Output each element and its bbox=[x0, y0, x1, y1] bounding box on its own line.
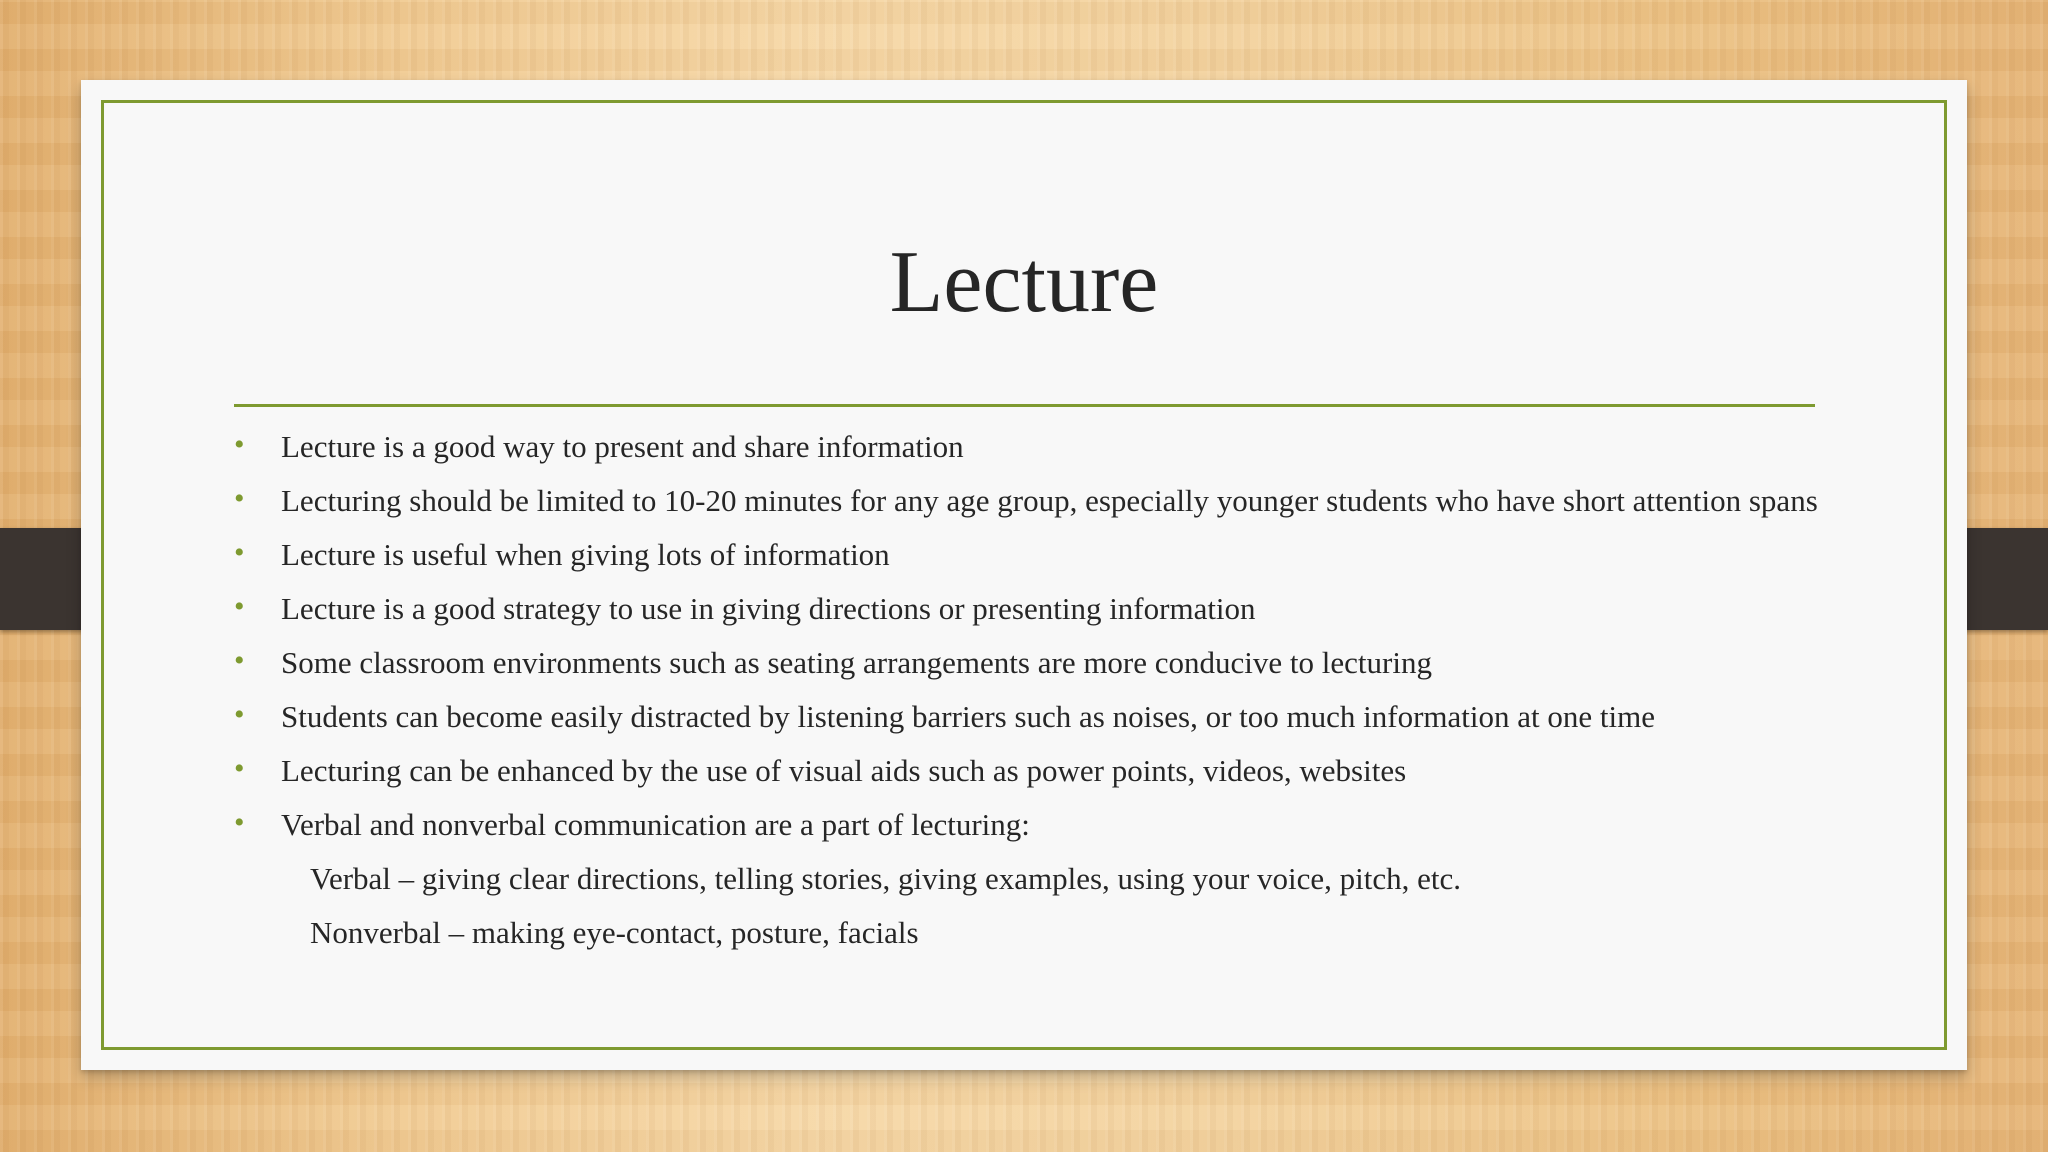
sub-item-nonverbal: Nonverbal – making eye-contact, posture, facials bbox=[310, 915, 919, 950]
bullet-text: Lecturing can be enhanced by the use of visual aids such as power points, videos, websites bbox=[281, 753, 1407, 788]
bullet-dot-icon: • bbox=[234, 752, 245, 785]
bullet-dot-icon: • bbox=[234, 482, 245, 515]
title-divider bbox=[234, 404, 1815, 407]
bullet-text: Some classroom environments such as seating arrangements are more conducive to lecturing bbox=[281, 645, 1432, 680]
bullet-item bbox=[234, 538, 1834, 571]
bullet-item bbox=[234, 808, 1834, 841]
slide-title: Lecture bbox=[889, 234, 1159, 331]
bullet-text: Lecture is a good way to present and share information bbox=[281, 429, 964, 464]
bullet-dot-icon: • bbox=[234, 536, 245, 569]
bullet-item bbox=[234, 754, 1834, 787]
bullet-dot-icon: • bbox=[234, 428, 245, 461]
sub-item-verbal: Verbal – giving clear directions, telling stories, giving examples, using your voice, pitch, etc. bbox=[310, 861, 1462, 896]
slide bbox=[81, 80, 1967, 1070]
bullet-text: Lecture is useful when giving lots of information bbox=[281, 537, 890, 572]
bullet-text: Lecturing should be limited to 10-20 minutes for any age group, especially younger students who have short attention spans bbox=[281, 483, 1818, 518]
bullet-text: Students can become easily distracted by listening barriers such as noises, or too much information at one time bbox=[281, 699, 1655, 734]
bullet-dot-icon: • bbox=[234, 590, 245, 623]
bullet-item bbox=[234, 592, 1834, 625]
bullet-list bbox=[234, 430, 1834, 970]
bullet-item bbox=[234, 700, 1834, 733]
bullet-dot-icon: • bbox=[234, 698, 245, 731]
bullet-text: Verbal and nonverbal communication are a part of lecturing: bbox=[281, 807, 1030, 842]
bullet-item bbox=[234, 430, 1834, 463]
bullet-item bbox=[234, 646, 1834, 679]
bullet-item bbox=[234, 484, 1834, 517]
bullet-dot-icon: • bbox=[234, 806, 245, 839]
bullet-text: Lecture is a good strategy to use in giving directions or presenting information bbox=[281, 591, 1256, 626]
bullet-dot-icon: • bbox=[234, 644, 245, 677]
